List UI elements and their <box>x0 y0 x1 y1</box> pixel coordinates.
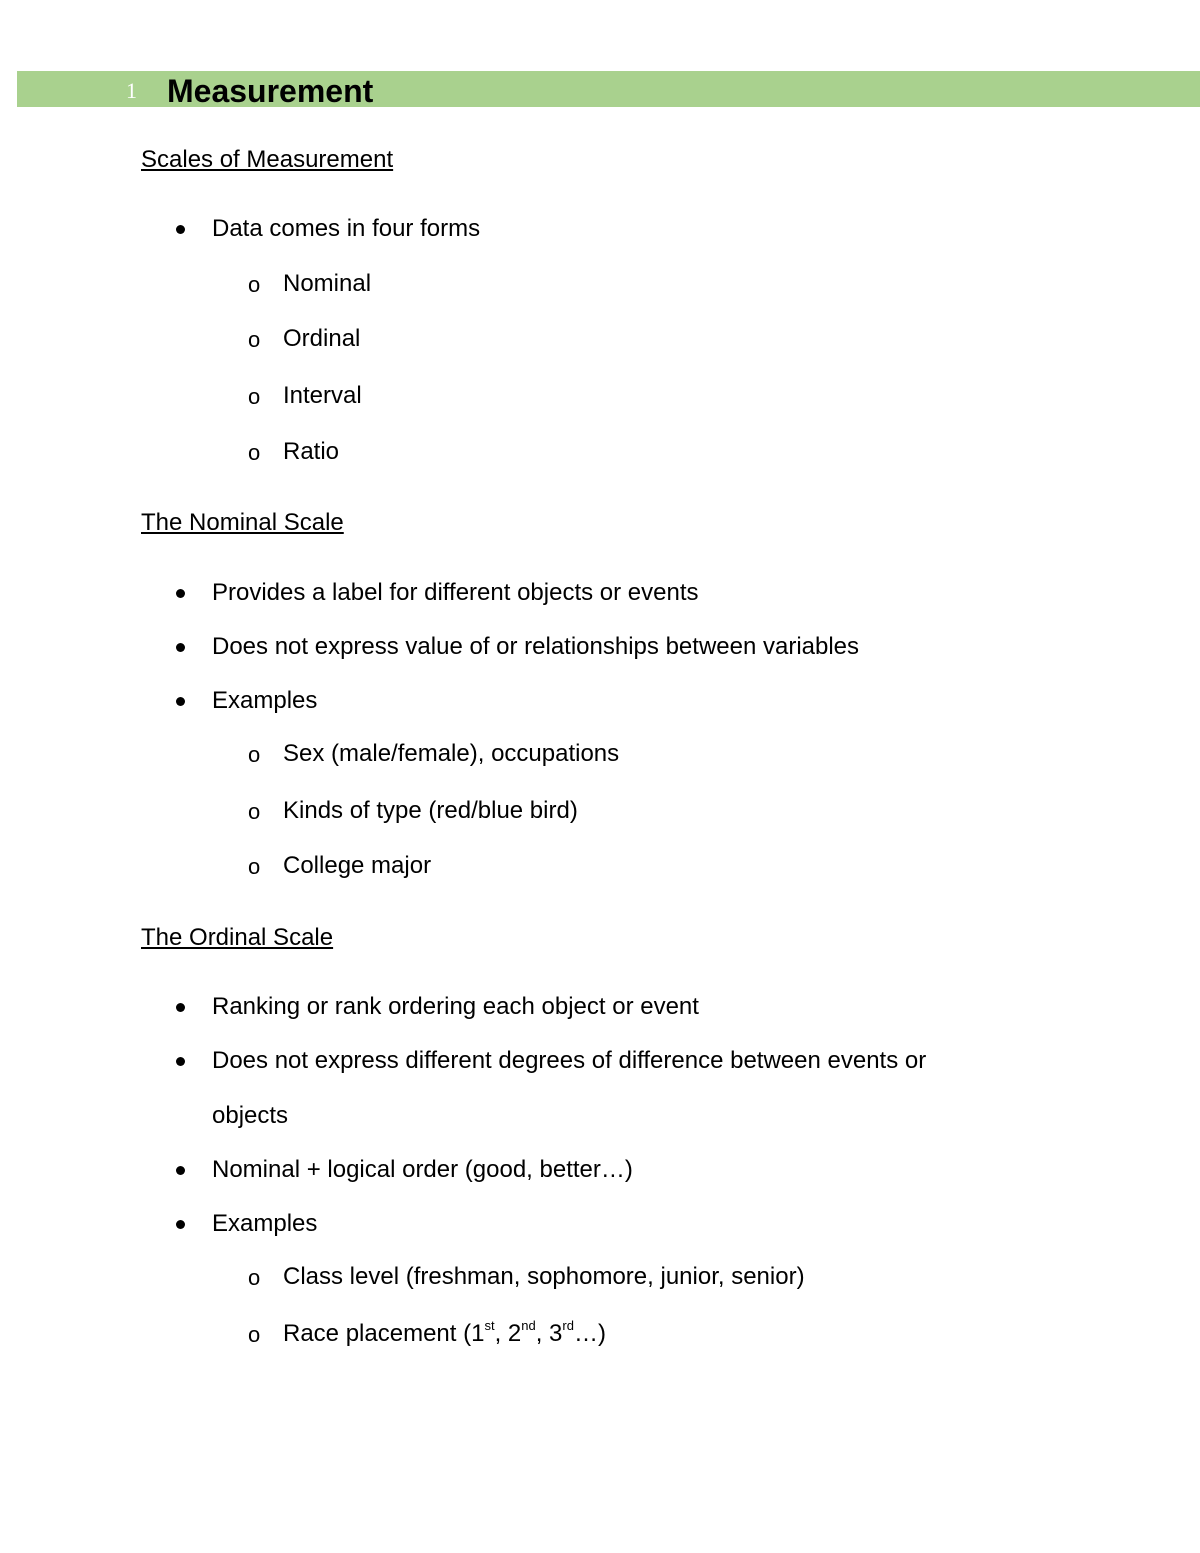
sub-list-item: Ordinal <box>283 325 361 352</box>
bullet-dot <box>176 589 185 598</box>
ordinal-suffix: rd <box>562 1318 574 1333</box>
bullet-dot <box>176 697 185 706</box>
bullet-dot <box>176 643 185 652</box>
circle-bullet: o <box>248 327 261 352</box>
sub-list-item: Class level (freshman, sophomore, junior, senior) <box>283 1263 805 1290</box>
race-text: …) <box>573 1320 606 1347</box>
circle-bullet: o <box>248 1322 261 1347</box>
bullet-dot <box>176 1220 185 1229</box>
circle-bullet: o <box>248 742 261 767</box>
list-item: Does not express value of or relationships between variables <box>212 633 860 660</box>
list-item: Ranking or rank ordering each object or event <box>212 993 699 1020</box>
circle-bullet: o <box>248 272 261 297</box>
list-item: Data comes in four forms <box>212 215 481 242</box>
list-item: Examples <box>212 1210 318 1237</box>
bullet-dot <box>176 1166 185 1175</box>
sub-list-item: Sex (male/female), occupations <box>283 740 620 767</box>
section-title: The Nominal Scale <box>141 509 344 536</box>
race-text: Race placement (1 <box>283 1320 485 1347</box>
sub-list-item: Interval <box>283 382 362 409</box>
list-item: Does not express different degrees of difference between events or <box>212 1047 927 1074</box>
circle-bullet: o <box>248 440 261 465</box>
bullet-dot <box>176 225 185 234</box>
ordinal-suffix: st <box>484 1318 495 1333</box>
sub-list-item-race <box>283 1319 606 1349</box>
circle-bullet: o <box>248 799 261 824</box>
section-title: Scales of Measurement <box>141 146 394 173</box>
list-item-continuation: objects <box>212 1102 289 1129</box>
sub-list-item: Nominal <box>283 270 372 297</box>
sub-list-item: Ratio <box>283 438 340 465</box>
circle-bullet: o <box>248 854 261 879</box>
list-item: Examples <box>212 687 318 714</box>
sub-list-item: College major <box>283 852 432 879</box>
ordinal-suffix: nd <box>521 1318 536 1333</box>
race-text: , 3 <box>535 1320 563 1347</box>
circle-bullet: o <box>248 384 261 409</box>
heading-number: 1 <box>126 78 137 103</box>
sub-list-item: Kinds of type (red/blue bird) <box>283 797 578 824</box>
circle-bullet: o <box>248 1265 261 1290</box>
heading-title: Measurement <box>167 73 374 109</box>
race-text: , 2 <box>494 1320 522 1347</box>
section-title: The Ordinal Scale <box>141 924 334 951</box>
bullet-dot <box>176 1003 185 1012</box>
bullet-dot <box>176 1057 185 1066</box>
list-item: Nominal + logical order (good, better…) <box>212 1156 633 1183</box>
list-item: Provides a label for different objects or events <box>212 579 699 606</box>
